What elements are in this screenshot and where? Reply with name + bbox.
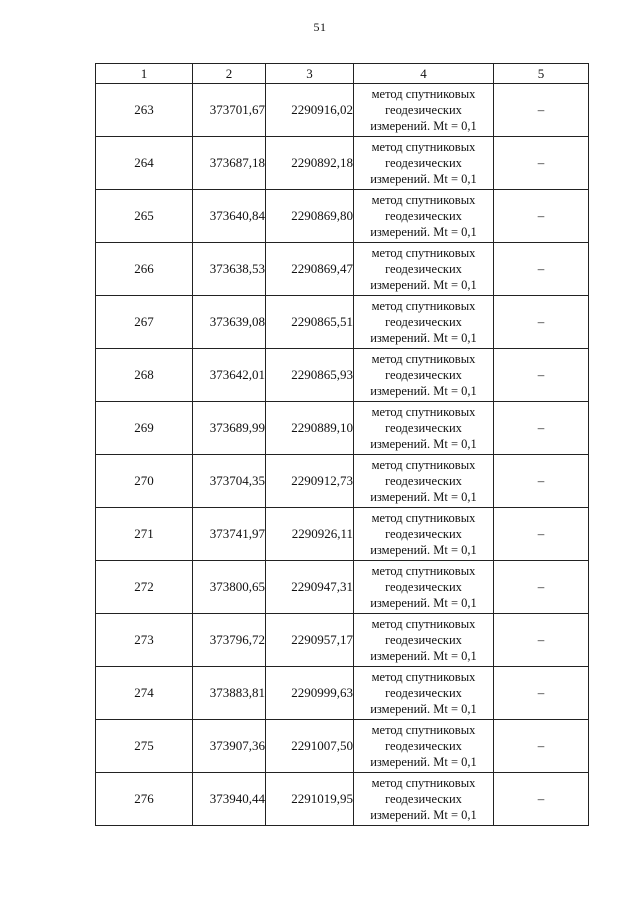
method-text-line: измерений. Mt = 0,1 (370, 278, 477, 292)
y-coordinate-cell: 2291019,95 (266, 773, 354, 826)
point-number-cell: 274 (96, 667, 193, 720)
table-row (96, 84, 589, 137)
table-row (96, 190, 589, 243)
y-coordinate-cell: 2290865,93 (266, 349, 354, 402)
method-text-line: геодезических (385, 792, 462, 806)
method-text-line: геодезических (385, 580, 462, 594)
method-cell (354, 190, 494, 243)
method-text-line: метод спутниковых (371, 511, 476, 525)
method-text-line: измерений. Mt = 0,1 (370, 384, 477, 398)
method-text-line: метод спутниковых (371, 246, 476, 260)
method-text-line: метод спутниковых (371, 564, 476, 578)
point-number-cell: 269 (96, 402, 193, 455)
method-text-line: метод спутниковых (371, 458, 476, 472)
method-text-line: измерений. Mt = 0,1 (370, 649, 477, 663)
method-cell (354, 296, 494, 349)
note-cell: – (494, 137, 589, 190)
method-cell (354, 508, 494, 561)
method-cell (354, 349, 494, 402)
method-text-line: метод спутниковых (371, 140, 476, 154)
table-row (96, 243, 589, 296)
y-coordinate-cell: 2290999,63 (266, 667, 354, 720)
note-cell: – (494, 243, 589, 296)
point-number-cell: 268 (96, 349, 193, 402)
table-header-row (96, 64, 589, 84)
header-cell-5: 5 (494, 64, 589, 84)
x-coordinate-cell: 373704,35 (193, 455, 266, 508)
point-number-cell: 266 (96, 243, 193, 296)
method-text-line: измерений. Mt = 0,1 (370, 172, 477, 186)
y-coordinate-cell: 2290865,51 (266, 296, 354, 349)
y-coordinate-cell: 2290947,31 (266, 561, 354, 614)
method-cell (354, 720, 494, 773)
note-cell: – (494, 349, 589, 402)
method-cell (354, 773, 494, 826)
x-coordinate-cell: 373800,65 (193, 561, 266, 614)
x-coordinate-cell: 373883,81 (193, 667, 266, 720)
method-text-line: метод спутниковых (371, 193, 476, 207)
y-coordinate-cell: 2290869,47 (266, 243, 354, 296)
x-coordinate-cell: 373642,01 (193, 349, 266, 402)
method-text-line: измерений. Mt = 0,1 (370, 596, 477, 610)
x-coordinate-cell: 373907,36 (193, 720, 266, 773)
coordinates-table (95, 63, 589, 826)
method-text-line: измерений. Mt = 0,1 (370, 808, 477, 822)
method-text-line: метод спутниковых (371, 405, 476, 419)
x-coordinate-cell: 373701,67 (193, 84, 266, 137)
method-text-line: метод спутниковых (371, 352, 476, 366)
method-text-line: измерений. Mt = 0,1 (370, 755, 477, 769)
table-body (96, 84, 589, 826)
x-coordinate-cell: 373796,72 (193, 614, 266, 667)
note-cell: – (494, 455, 589, 508)
method-text-line: геодезических (385, 633, 462, 647)
method-text-line: измерений. Mt = 0,1 (370, 119, 477, 133)
table-row (96, 561, 589, 614)
point-number-cell: 270 (96, 455, 193, 508)
note-cell: – (494, 508, 589, 561)
method-text-line: геодезических (385, 156, 462, 170)
y-coordinate-cell: 2290957,17 (266, 614, 354, 667)
method-text-line: геодезических (385, 527, 462, 541)
note-cell: – (494, 614, 589, 667)
method-text-line: измерений. Mt = 0,1 (370, 490, 477, 504)
method-cell (354, 137, 494, 190)
method-cell (354, 84, 494, 137)
point-number-cell: 275 (96, 720, 193, 773)
method-cell (354, 402, 494, 455)
point-number-cell: 267 (96, 296, 193, 349)
note-cell: – (494, 667, 589, 720)
method-cell (354, 561, 494, 614)
method-text-line: метод спутниковых (371, 723, 476, 737)
table-row (96, 614, 589, 667)
y-coordinate-cell: 2290926,11 (266, 508, 354, 561)
method-text-line: измерений. Mt = 0,1 (370, 702, 477, 716)
note-cell: – (494, 561, 589, 614)
x-coordinate-cell: 373689,99 (193, 402, 266, 455)
y-coordinate-cell: 2290892,18 (266, 137, 354, 190)
method-cell (354, 667, 494, 720)
x-coordinate-cell: 373640,84 (193, 190, 266, 243)
y-coordinate-cell: 2290869,80 (266, 190, 354, 243)
method-text-line: геодезических (385, 474, 462, 488)
method-text-line: измерений. Mt = 0,1 (370, 437, 477, 451)
method-text-line: метод спутниковых (371, 617, 476, 631)
table-row (96, 667, 589, 720)
method-text-line: геодезических (385, 368, 462, 382)
table-row (96, 773, 589, 826)
note-cell: – (494, 773, 589, 826)
table-row (96, 402, 589, 455)
x-coordinate-cell: 373940,44 (193, 773, 266, 826)
x-coordinate-cell: 373687,18 (193, 137, 266, 190)
x-coordinate-cell: 373741,97 (193, 508, 266, 561)
method-text-line: измерений. Mt = 0,1 (370, 331, 477, 345)
y-coordinate-cell: 2291007,50 (266, 720, 354, 773)
method-cell (354, 614, 494, 667)
method-text-line: метод спутниковых (371, 299, 476, 313)
y-coordinate-cell: 2290912,73 (266, 455, 354, 508)
point-number-cell: 271 (96, 508, 193, 561)
method-text-line: геодезических (385, 262, 462, 276)
method-text-line: метод спутниковых (371, 670, 476, 684)
method-text-line: геодезических (385, 209, 462, 223)
table-row (96, 455, 589, 508)
x-coordinate-cell: 373638,53 (193, 243, 266, 296)
point-number-cell: 264 (96, 137, 193, 190)
table-row (96, 296, 589, 349)
note-cell: – (494, 402, 589, 455)
x-coordinate-cell: 373639,08 (193, 296, 266, 349)
method-text-line: геодезических (385, 103, 462, 117)
method-text-line: геодезических (385, 315, 462, 329)
method-cell (354, 243, 494, 296)
method-text-line: метод спутниковых (371, 87, 476, 101)
table-row (96, 137, 589, 190)
header-cell-3: 3 (266, 64, 354, 84)
header-cell-1: 1 (96, 64, 193, 84)
method-text-line: геодезических (385, 739, 462, 753)
table-row (96, 349, 589, 402)
y-coordinate-cell: 2290916,02 (266, 84, 354, 137)
method-text-line: метод спутниковых (371, 776, 476, 790)
point-number-cell: 263 (96, 84, 193, 137)
point-number-cell: 273 (96, 614, 193, 667)
method-text-line: геодезических (385, 421, 462, 435)
header-cell-2: 2 (193, 64, 266, 84)
method-text-line: измерений. Mt = 0,1 (370, 543, 477, 557)
point-number-cell: 265 (96, 190, 193, 243)
note-cell: – (494, 190, 589, 243)
note-cell: – (494, 296, 589, 349)
method-text-line: измерений. Mt = 0,1 (370, 225, 477, 239)
point-number-cell: 272 (96, 561, 193, 614)
page-number: 51 (313, 20, 327, 34)
note-cell: – (494, 720, 589, 773)
table-row (96, 720, 589, 773)
point-number-cell: 276 (96, 773, 193, 826)
note-cell: – (494, 84, 589, 137)
table-row (96, 508, 589, 561)
y-coordinate-cell: 2290889,10 (266, 402, 354, 455)
method-cell (354, 455, 494, 508)
header-cell-4: 4 (354, 64, 494, 84)
method-text-line: геодезических (385, 686, 462, 700)
